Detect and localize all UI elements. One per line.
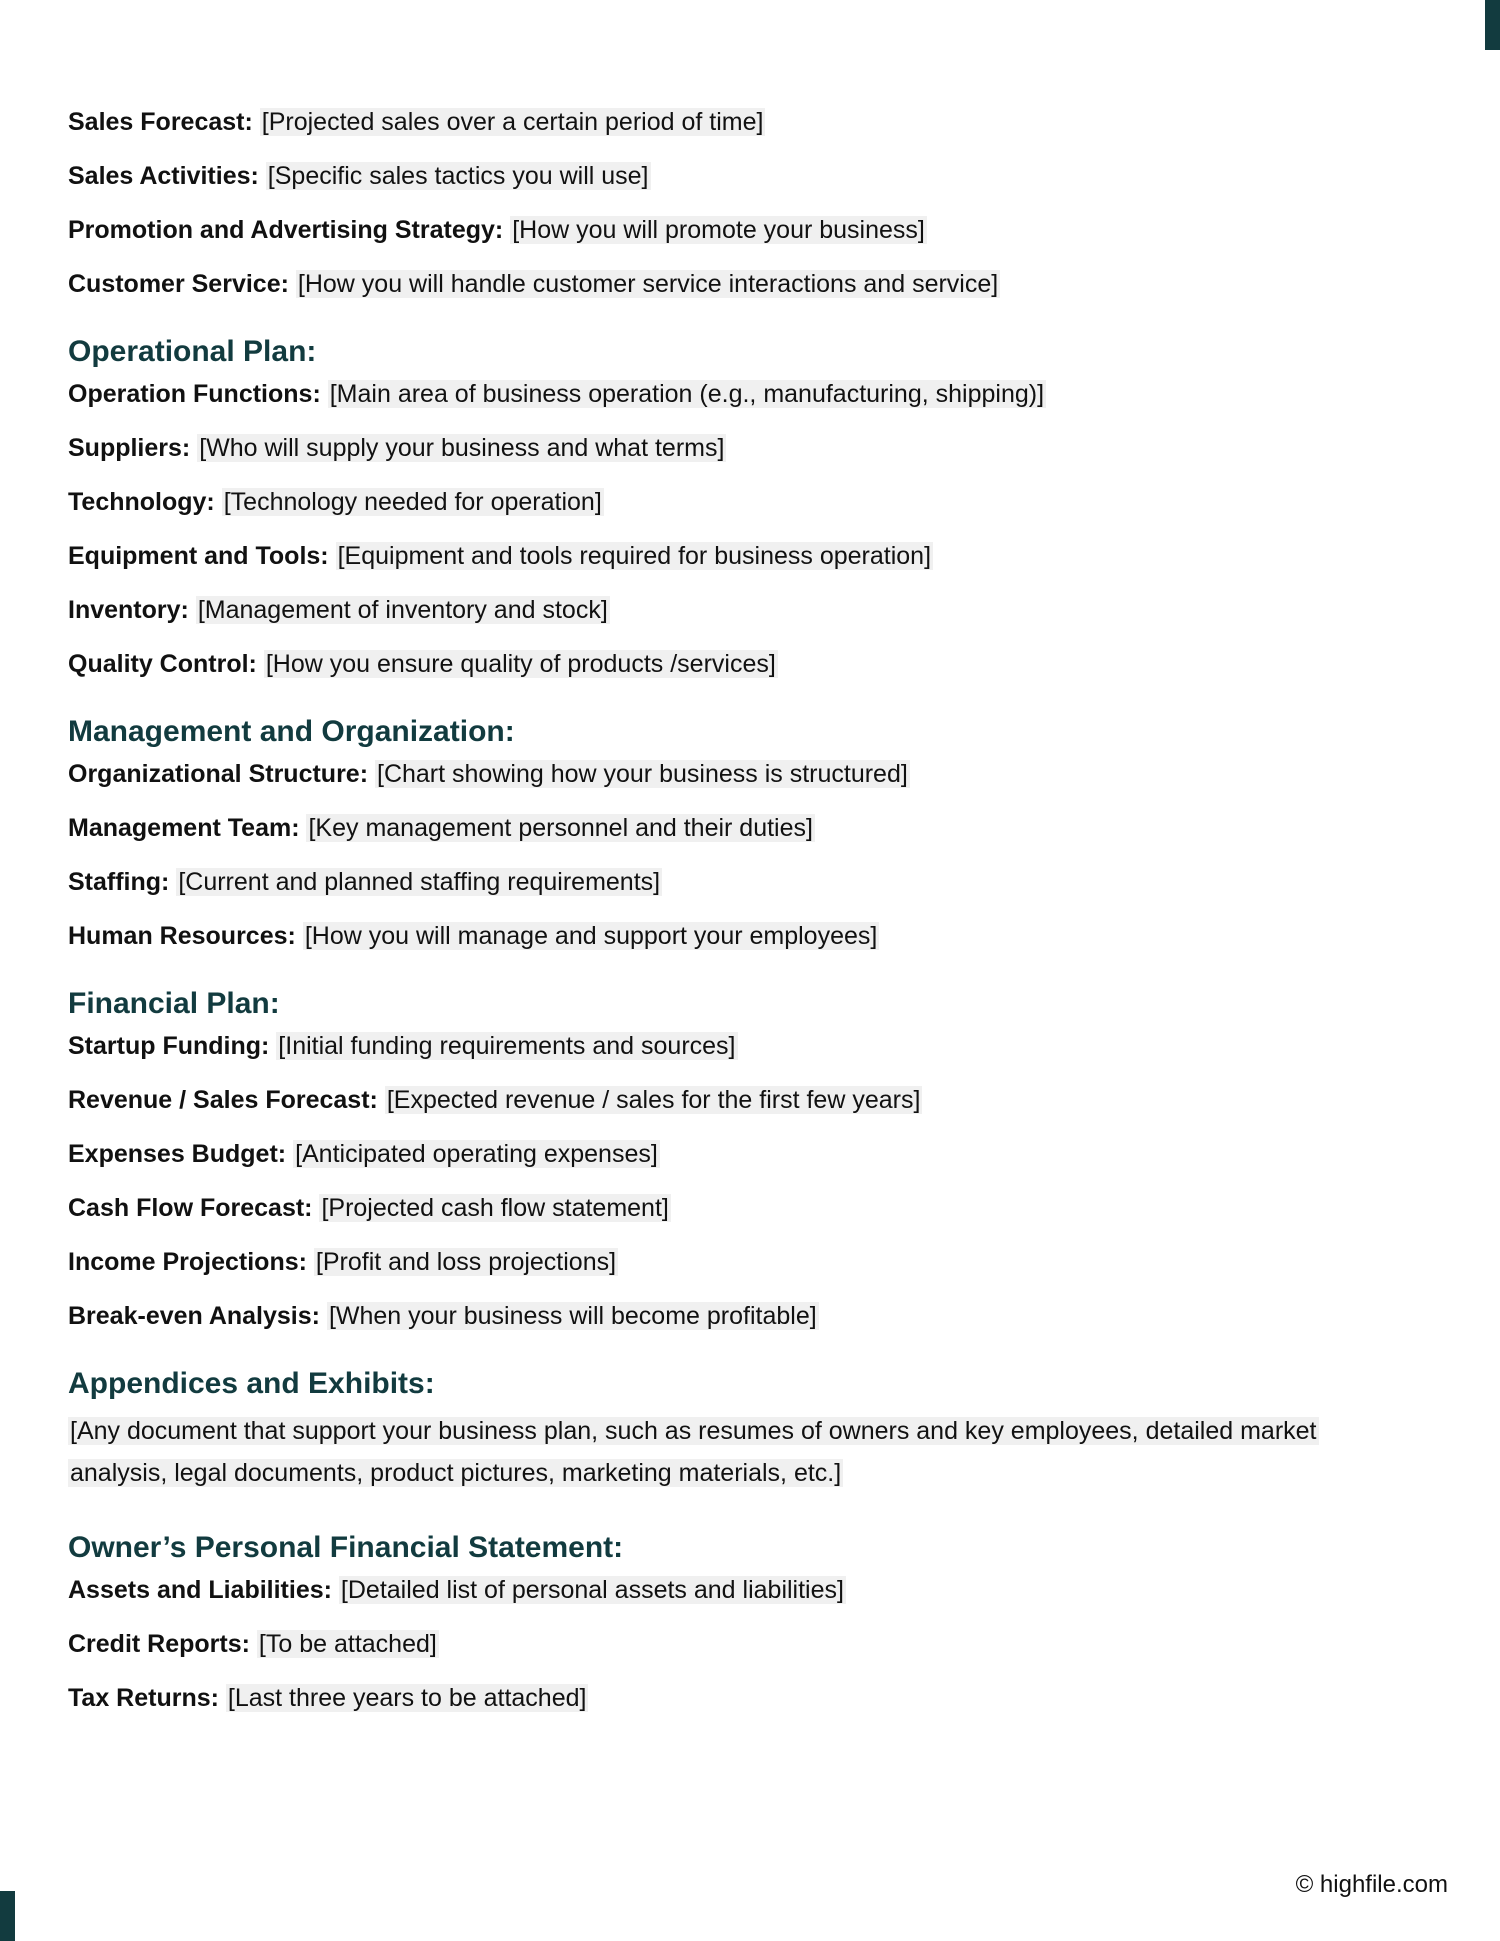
field-break-even-analysis bbox=[68, 1300, 1418, 1332]
field-placeholder: [Key management personnel and their duties] bbox=[308, 814, 813, 842]
field-label: Tax Returns: bbox=[68, 1684, 219, 1712]
field-label: Credit Reports: bbox=[68, 1630, 250, 1658]
field-label: Technology: bbox=[68, 488, 215, 516]
field-label: Quality Control: bbox=[68, 650, 257, 678]
field-label: Inventory: bbox=[68, 596, 189, 624]
field-placeholder: [Current and planned staffing requirements] bbox=[178, 868, 661, 896]
field-suppliers bbox=[68, 432, 1418, 464]
field-expenses-budget bbox=[68, 1138, 1418, 1170]
appendices-line-2: analysis, legal documents, product pictures, marketing materials, etc.] bbox=[70, 1459, 842, 1487]
field-placeholder: [Expected revenue / sales for the first few years] bbox=[386, 1086, 921, 1114]
field-placeholder: [Technology needed for operation] bbox=[223, 488, 602, 516]
section-title-financial-plan: Financial Plan: bbox=[68, 987, 280, 1020]
field-operation-functions bbox=[68, 378, 1418, 410]
field-human-resources bbox=[68, 920, 1418, 952]
field-placeholder: [How you will handle customer service interactions and service] bbox=[297, 270, 999, 298]
field-quality-control bbox=[68, 648, 1418, 680]
section-title-operational-plan: Operational Plan: bbox=[68, 335, 317, 368]
field-placeholder: [How you will manage and support your employees] bbox=[304, 922, 878, 950]
field-label: Assets and Liabilities: bbox=[68, 1576, 332, 1604]
field-management-team bbox=[68, 812, 1418, 844]
field-placeholder: [How you will promote your business] bbox=[512, 216, 925, 244]
field-placeholder: [Projected sales over a certain period of time] bbox=[261, 108, 764, 136]
field-placeholder: [Last three years to be attached] bbox=[227, 1684, 587, 1712]
field-sales-forecast bbox=[68, 106, 1418, 138]
field-startup-funding bbox=[68, 1030, 1418, 1062]
field-promotion-advertising bbox=[68, 214, 1418, 246]
field-placeholder: [Who will supply your business and what terms] bbox=[199, 434, 725, 462]
field-label: Operation Functions: bbox=[68, 380, 321, 408]
field-label: Sales Activities: bbox=[68, 162, 259, 190]
field-credit-reports bbox=[68, 1628, 1418, 1660]
field-organizational-structure bbox=[68, 758, 1418, 790]
field-cash-flow-forecast bbox=[68, 1192, 1418, 1224]
document-body bbox=[68, 106, 1418, 1736]
appendices-description bbox=[68, 1410, 1418, 1494]
field-label: Cash Flow Forecast: bbox=[68, 1194, 313, 1222]
field-placeholder: [Anticipated operating expenses] bbox=[295, 1140, 658, 1168]
field-label: Sales Forecast: bbox=[68, 108, 253, 136]
field-revenue-sales-forecast bbox=[68, 1084, 1418, 1116]
field-inventory bbox=[68, 594, 1418, 626]
field-placeholder: [Profit and loss projections] bbox=[315, 1248, 617, 1276]
field-placeholder: [Initial funding requirements and sources] bbox=[278, 1032, 736, 1060]
section-title-appendices-exhibits: Appendices and Exhibits: bbox=[68, 1367, 435, 1400]
field-placeholder: [To be attached] bbox=[258, 1630, 437, 1658]
field-sales-activities bbox=[68, 160, 1418, 192]
footer-copyright: © highfile.com bbox=[1295, 1871, 1448, 1898]
field-placeholder: [Projected cash flow statement] bbox=[321, 1194, 669, 1222]
field-label: Management Team: bbox=[68, 814, 300, 842]
field-label: Break-even Analysis: bbox=[68, 1302, 320, 1330]
field-customer-service bbox=[68, 268, 1418, 300]
bottom-left-accent-bar bbox=[0, 1891, 15, 1941]
field-placeholder: [Management of inventory and stock] bbox=[197, 596, 608, 624]
field-placeholder: [Equipment and tools required for business operation] bbox=[337, 542, 932, 570]
field-label: Startup Funding: bbox=[68, 1032, 270, 1060]
field-label: Income Projections: bbox=[68, 1248, 307, 1276]
field-assets-liabilities bbox=[68, 1574, 1418, 1606]
section-title-management-organization: Management and Organization: bbox=[68, 715, 515, 748]
field-technology bbox=[68, 486, 1418, 518]
field-label: Staffing: bbox=[68, 868, 170, 896]
field-label: Equipment and Tools: bbox=[68, 542, 329, 570]
field-placeholder: [Main area of business operation (e.g., manufacturing, shipping)] bbox=[329, 380, 1045, 408]
field-placeholder: [Specific sales tactics you will use] bbox=[267, 162, 649, 190]
field-placeholder: [Chart showing how your business is structured] bbox=[377, 760, 908, 788]
field-placeholder: [Detailed list of personal assets and liabilities] bbox=[340, 1576, 844, 1604]
field-label: Organizational Structure: bbox=[68, 760, 369, 788]
section-title-owner-financial-statement: Owner’s Personal Financial Statement: bbox=[68, 1531, 624, 1564]
field-placeholder: [How you ensure quality of products /services] bbox=[265, 650, 776, 678]
field-staffing bbox=[68, 866, 1418, 898]
field-label: Human Resources: bbox=[68, 922, 296, 950]
field-label: Promotion and Advertising Strategy: bbox=[68, 216, 504, 244]
field-income-projections bbox=[68, 1246, 1418, 1278]
top-right-accent-bar bbox=[1485, 0, 1500, 50]
field-tax-returns bbox=[68, 1682, 1418, 1714]
field-label: Customer Service: bbox=[68, 270, 289, 298]
field-placeholder: [When your business will become profitable] bbox=[328, 1302, 817, 1330]
field-label: Suppliers: bbox=[68, 434, 191, 462]
field-label: Expenses Budget: bbox=[68, 1140, 287, 1168]
field-label: Revenue / Sales Forecast: bbox=[68, 1086, 378, 1114]
field-equipment-tools bbox=[68, 540, 1418, 572]
appendices-line-1: [Any document that support your business plan, such as resumes of owners and key employees, detailed market bbox=[70, 1417, 1317, 1445]
